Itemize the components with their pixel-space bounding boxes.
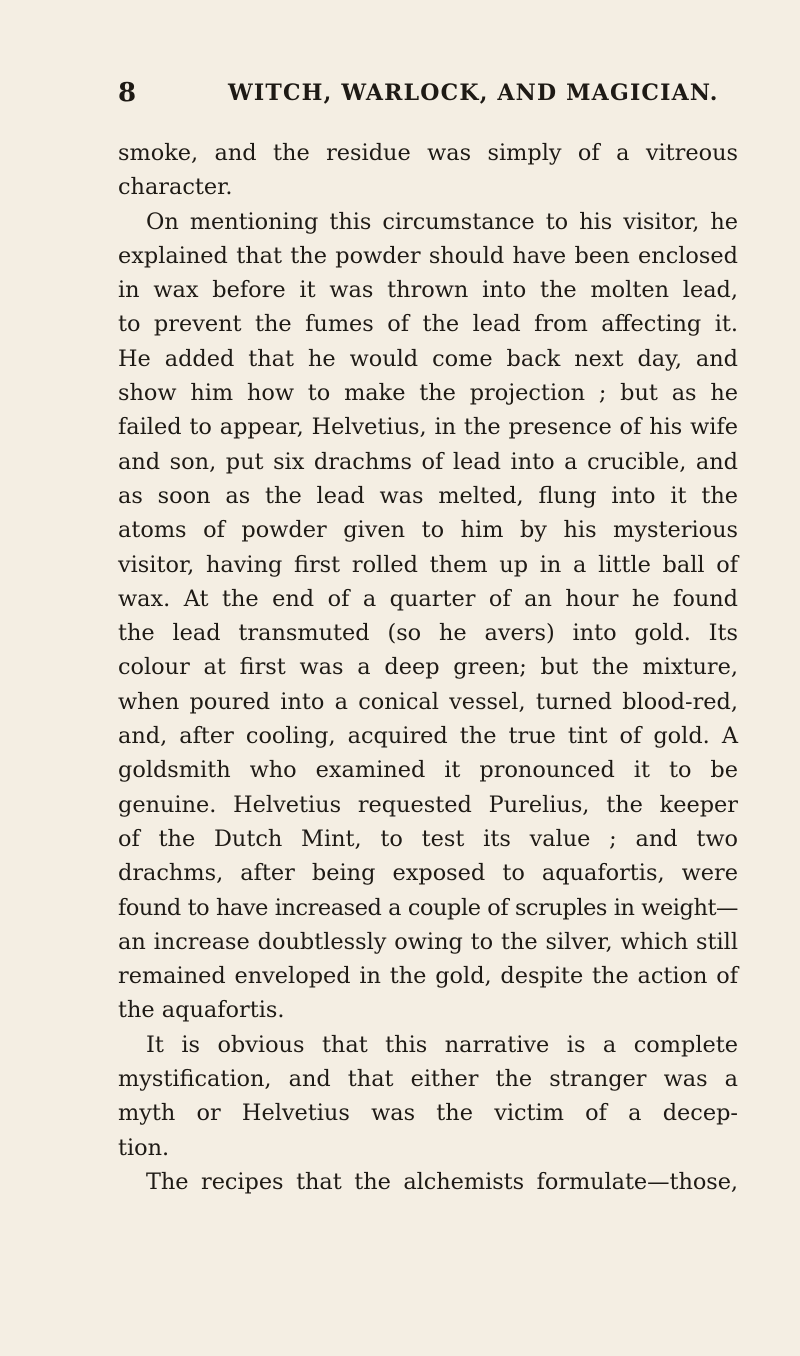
text-line: as soon as the lead was melted, flung into it the — [118, 482, 738, 509]
text-line: mystification, and that either the stranger was a — [118, 1066, 738, 1093]
text-line: smoke, and the residue was simply of a vitreous — [118, 140, 738, 166]
text-line: drachms, after being exposed to aquafortis, were — [118, 860, 738, 887]
text-line: wax. At the end of a quarter of an hour he found — [118, 585, 738, 612]
text-line: in wax before it was thrown into the molten lead, — [118, 277, 738, 304]
text-line: the lead transmuted (so he avers) into gold. Its — [118, 620, 738, 647]
text-line: the aquafortis. — [118, 997, 285, 1024]
text-line: tion. — [118, 1134, 170, 1161]
page-number: 8 — [118, 78, 137, 108]
text-line: an increase doubtlessly owing to the silver, which still — [118, 928, 738, 955]
text-line: On mentioning this circumstance to his visitor, he — [146, 208, 738, 235]
text-line: remained enveloped in the gold, despite the action of — [118, 963, 738, 990]
running-title: WITCH, WARLOCK, AND MAGICIAN. — [228, 80, 719, 106]
text-line: genuine. Helvetius requested Purelius, the keeper — [118, 791, 738, 818]
text-line: show him how to make the projection ; but as he — [118, 380, 738, 407]
text-line: atoms of powder given to him by his mysterious — [118, 517, 738, 544]
text-line: when poured into a conical vessel, turned blood-red, — [118, 688, 738, 715]
text-line: and, after cooling, acquired the true tint of gold. A — [118, 723, 738, 750]
page-header — [118, 78, 719, 114]
text-line: found to have increased a couple of scruples in weight— — [118, 894, 738, 921]
body-text — [118, 136, 738, 1199]
text-line: visitor, having first rolled them up in a little ball of — [118, 551, 738, 578]
text-line: explained that the powder should have been enclosed — [118, 242, 738, 269]
text-line: He added that he would come back next day, and — [118, 345, 738, 372]
text-line: It is obvious that this narrative is a complete — [146, 1031, 738, 1058]
text-line: to prevent the fumes of the lead from affecting it. — [118, 311, 738, 338]
text-line: goldsmith who examined it pronounced it to be — [118, 757, 738, 784]
text-line: character. — [118, 174, 233, 201]
text-line: The recipes that the alchemists formulate—those, — [146, 1168, 738, 1195]
text-line: of the Dutch Mint, to test its value ; and two — [118, 825, 738, 852]
text-line: myth or Helvetius was the victim of a decep- — [118, 1100, 738, 1127]
text-line: failed to appear, Helvetius, in the presence of his wife — [118, 414, 738, 441]
text-line: and son, put six drachms of lead into a crucible, and — [118, 448, 738, 475]
text-line: colour at first was a deep green; but the mixture, — [118, 654, 738, 681]
